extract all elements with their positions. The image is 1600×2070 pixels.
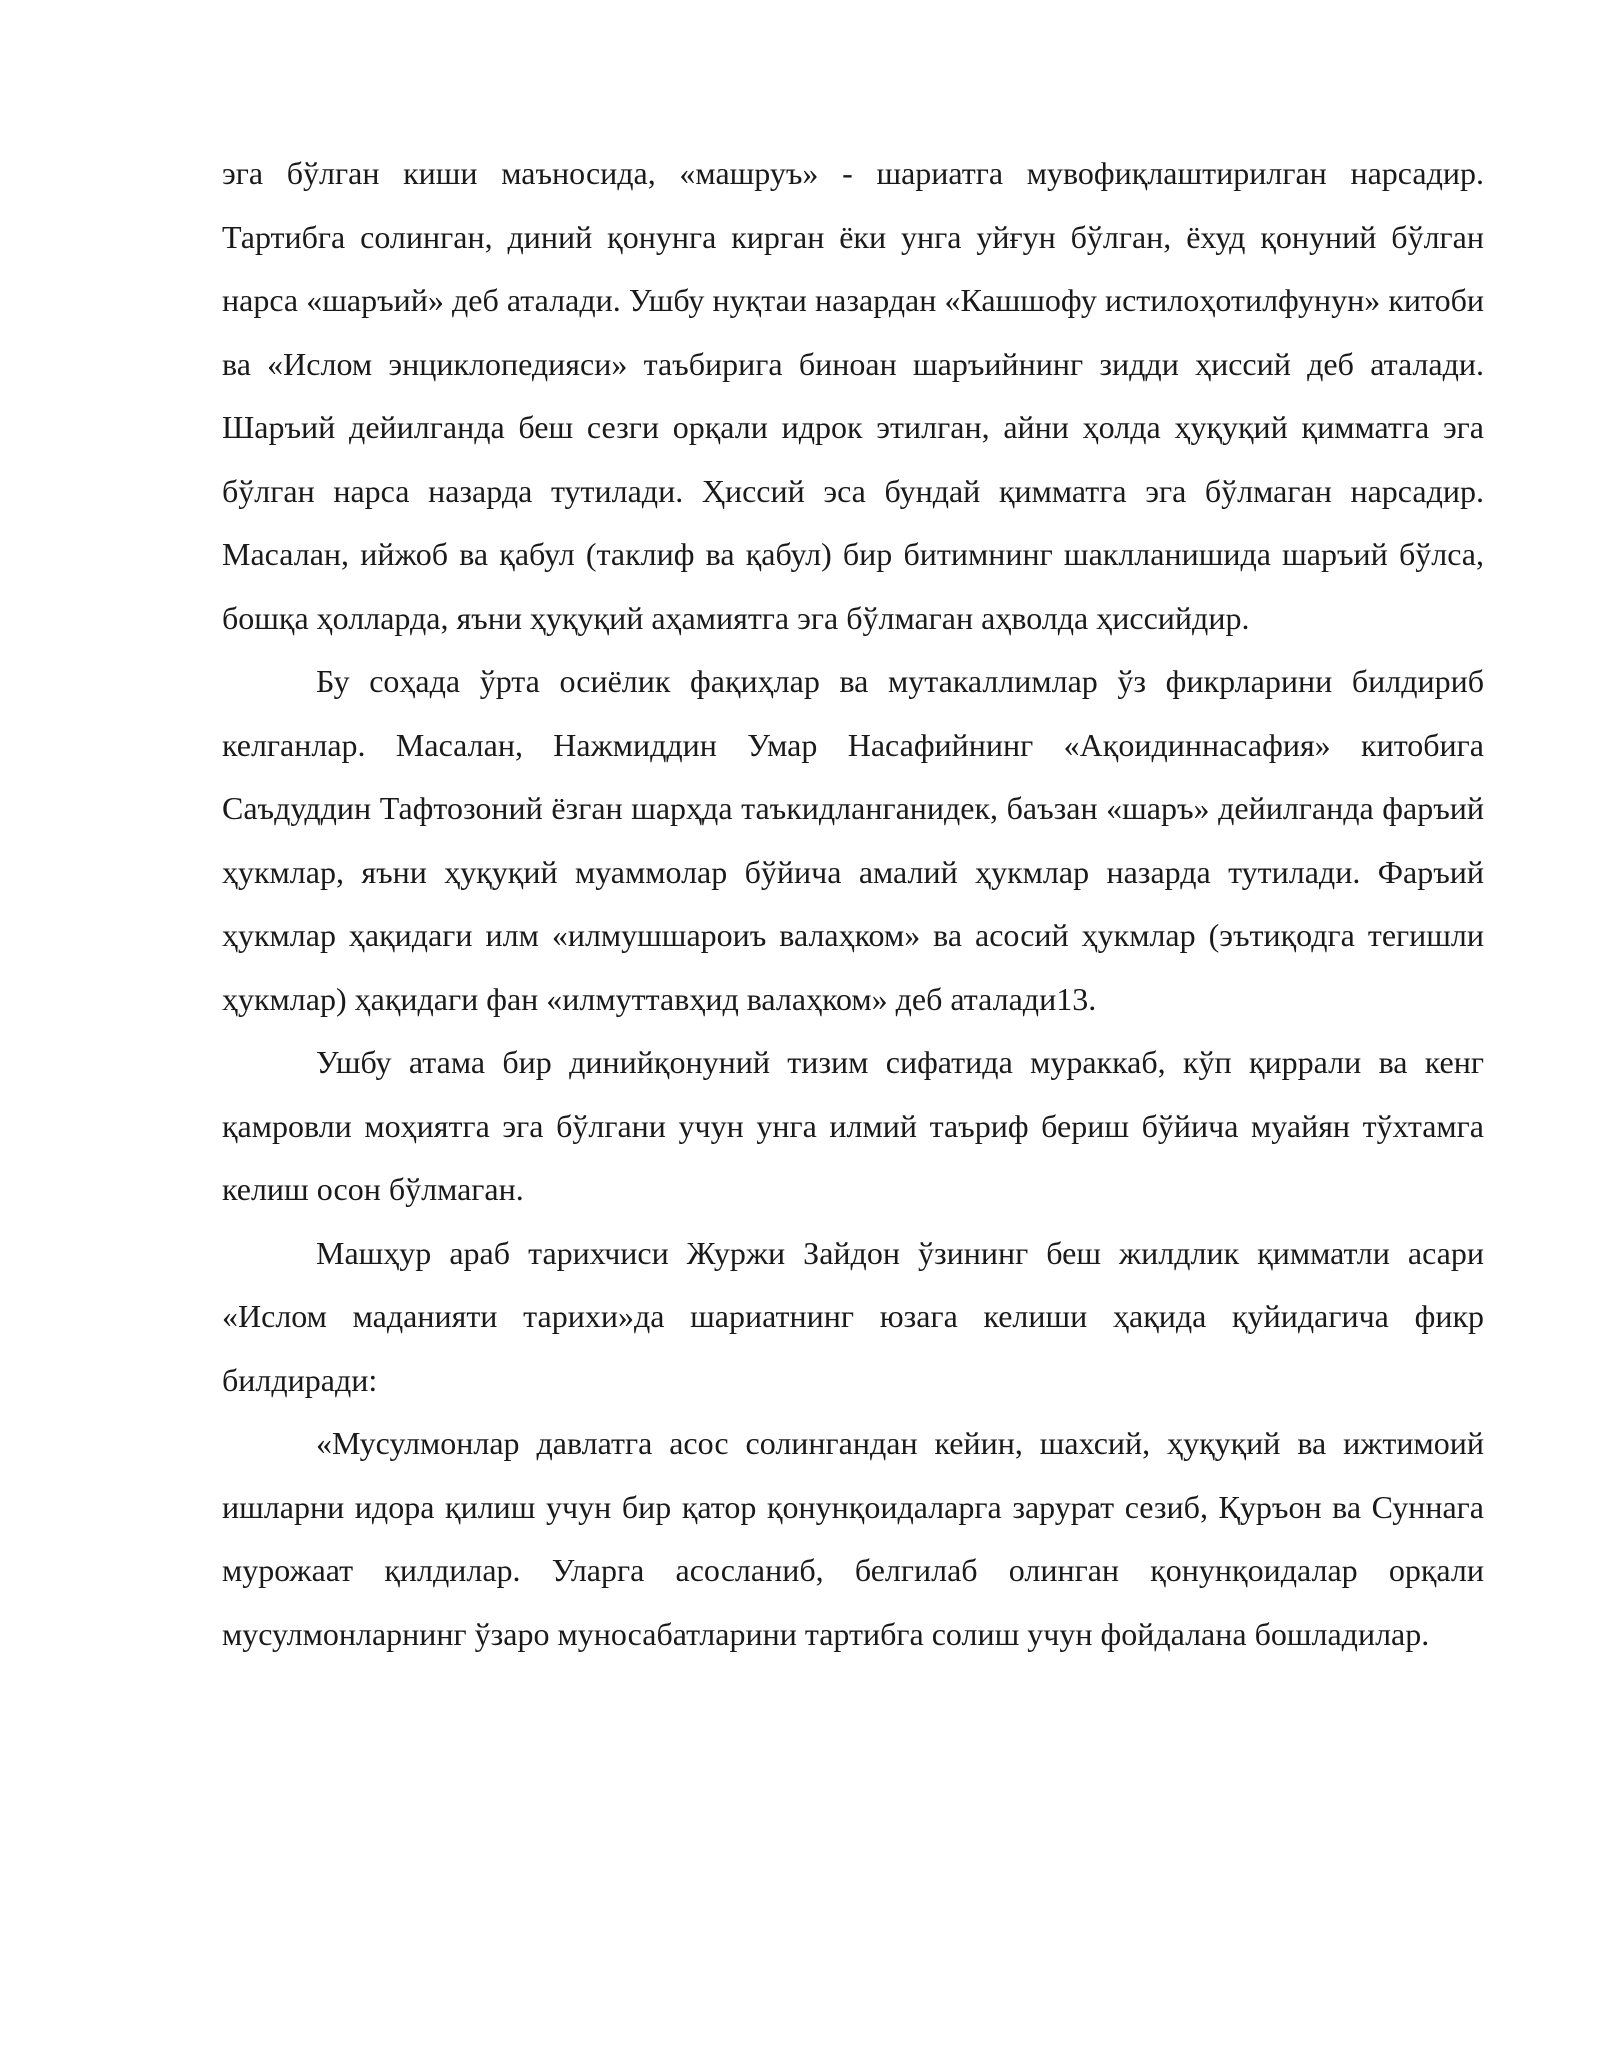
paragraph-3: Ушбу атама бир динийқонуний тизим сифатида мураккаб, кўп қиррали ва кенг қамровли моҳиятга эга бўлгани учун унга илмий таъриф бериш бўйича муайян тўхтамга келиш осон бўлмаган. [222,1044,1484,1207]
paragraph-1: эга бўлган киши маъносида, «машруъ» - шариатга мувофиқлаштирилган нарсадир. Тартибга солинган, диний қонунга кирган ёки унга уйғун бўлган, ёхуд қонуний бўлган нарса «шаръий» деб аталади. Ушбу нуқтаи назардан «Кашшофу истилоҳотилфунун» китоби ва «Ислом энциклопедияси» таъбирига биноан шаръийнинг зидди ҳиссий деб аталади. Шаръий дейилганда беш сезги орқали идрок этилган, айни ҳолда ҳуқуқий қимматга эга бўлган нарса назарда тутилади. Ҳиссий эса бундай қимматга эга бўлмаган нарсадир. Масалан, ийжоб ва қабул (таклиф ва қабул) бир битимнинг шаклланишида шаръий бўлса, бошқа ҳолларда, яъни ҳуқуқий аҳамиятга эга бўлмаган аҳволда ҳиссийдир. [222,155,1484,636]
paragraph-2: Бу соҳада ўрта осиёлик фақиҳлар ва мутакаллимлар ўз фикрларини билдириб келганлар. Масалан, Нажмиддин Умар Насафийнинг «Ақоидиннасафия» китобига Саъдуддин Тафтозоний ёзган шарҳда таъкидланганидек, баъзан «шаръ» дейилганда фаръий ҳукмлар, яъни ҳуқуқий муаммолар бўйича амалий ҳукмлар назарда тутилади. Фаръий ҳукмлар ҳақидаги илм «илмушшароиъ валаҳком» ва асосий ҳукмлар (эътиқодга тегишли ҳукмлар) ҳақидаги фан «илмуттавҳид валаҳком» деб аталади13. [222,663,1484,1017]
paragraph-4: Машҳур араб тарихчиси Журжи Зайдон ўзининг беш жилдлик қимматли асари «Ислом маданияти тарихи»да шариатнинг юзага келиши ҳақида қуйидагича фикр билдиради: [222,1234,1484,1398]
document-body [222,142,1484,1666]
paragraph-5: «Мусулмонлар давлатга асос солингандан кейин, шахсий, ҳуқуқий ва ижтимоий ишларни идора қилиш учун бир қатор қонунқоидаларга зарурат сезиб, Қуръон ва Суннага мурожаат қилдилар. Уларга асосланиб, белгилаб олинган қонунқоидалар орқали мусулмонларнинг ўзаро муносабатларини тартибга солиш учун фойдалана бошладилар. [222,1425,1484,1652]
